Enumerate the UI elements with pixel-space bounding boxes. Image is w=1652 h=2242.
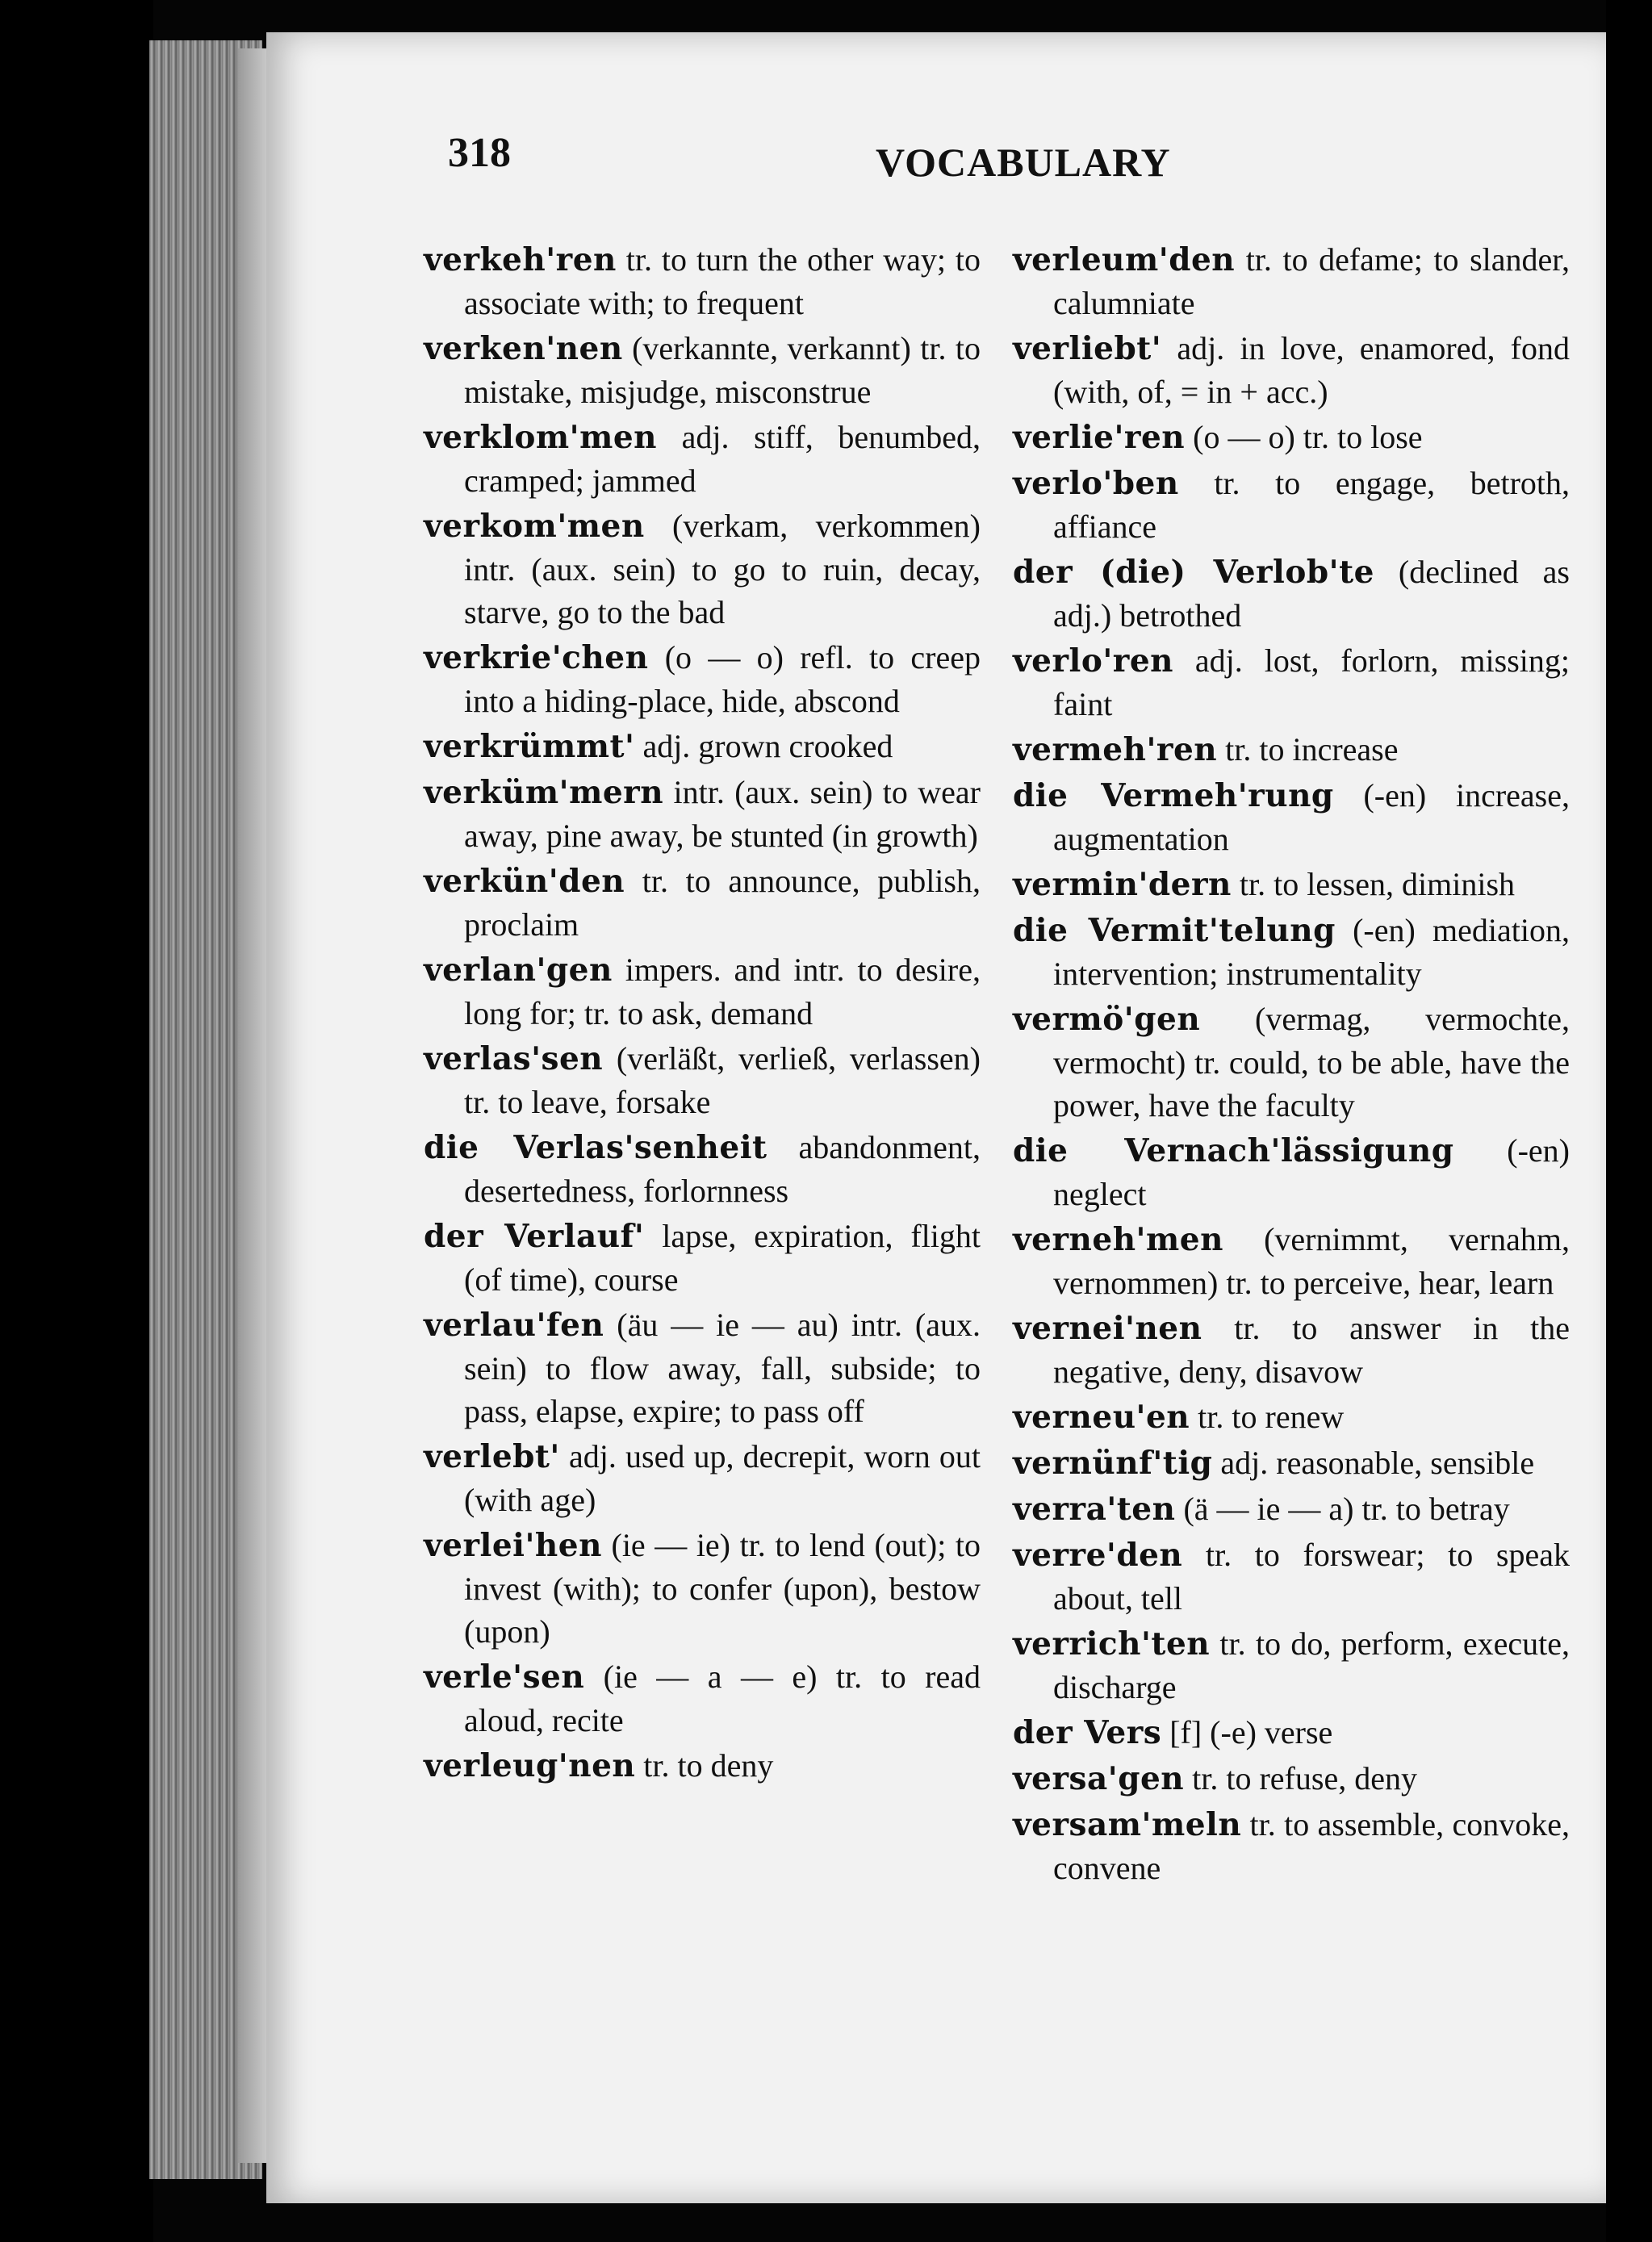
- dictionary-entry: [1013, 774, 1570, 860]
- entry-headword: verlie'ren: [1013, 419, 1186, 456]
- entry-definition: (ie — ie) tr. to lend (out); to invest (with); to confer (upon), bestow (upon): [464, 1527, 981, 1650]
- entry-definition: adj. stiff, benumbed, cramped; jammed: [464, 419, 981, 499]
- entry-headword: verlas'sen: [424, 1040, 604, 1077]
- dictionary-entry: [424, 1524, 981, 1653]
- page-header: [448, 129, 1171, 194]
- entry-definition: tr. to increase: [1217, 731, 1399, 768]
- entry-headword: verkrie'chen: [424, 639, 649, 676]
- dictionary-entry: [1013, 863, 1570, 906]
- dictionary-entry: [1013, 1487, 1570, 1531]
- dictionary-entry: [424, 1744, 981, 1788]
- dictionary-entry: [424, 771, 981, 857]
- entry-definition: adj. lost, forlorn, missing; faint: [1053, 642, 1570, 722]
- entry-definition: (ä — ie — a) tr. to betray: [1175, 1491, 1510, 1527]
- dictionary-entry: [424, 504, 981, 634]
- dictionary-entry: [424, 1303, 981, 1433]
- entry-definition: (verkam, verkommen) intr. (aux. sein) to go to ruin, decay, starve, go to the bad: [464, 508, 981, 630]
- entry-headword: verlan'gen: [424, 952, 613, 989]
- entry-headword: verrich'ten: [1013, 1625, 1211, 1663]
- entry-definition: [f] (-e) verse: [1161, 1714, 1333, 1751]
- entry-headword: verliebt': [1013, 330, 1162, 367]
- entry-definition: tr. to do, perform, execute, discharge: [1053, 1625, 1570, 1705]
- entry-definition: (-en) mediation, intervention; instrumentality: [1053, 912, 1570, 992]
- dictionary-entry: [1013, 238, 1570, 324]
- entry-definition: (äu — ie — au) intr. (aux. sein) to flow away, fall, subside; to pass, elapse, expire; to pass off: [464, 1307, 981, 1429]
- entry-definition: tr. to forswear; to speak about, tell: [1053, 1537, 1570, 1617]
- entry-headword: verleug'nen: [424, 1747, 636, 1784]
- entry-headword: verlebt': [424, 1438, 560, 1475]
- dictionary-entry: [424, 725, 981, 768]
- dictionary-entry: [424, 1435, 981, 1521]
- entry-headword: vermeh'ren: [1013, 731, 1218, 768]
- left-column: [424, 238, 981, 1790]
- entry-definition: tr. to assemble, convoke, convene: [1053, 1806, 1570, 1886]
- entry-headword: vernei'nen: [1013, 1310, 1202, 1347]
- dictionary-entry: [1013, 1711, 1570, 1755]
- entry-headword: verra'ten: [1013, 1491, 1176, 1528]
- page-number: 318: [448, 130, 511, 176]
- dictionary-entry: [1013, 1533, 1570, 1620]
- entry-headword: verlau'fen: [424, 1307, 604, 1344]
- dictionary-entry: [1013, 1622, 1570, 1709]
- dictionary-entry: [1013, 1129, 1570, 1215]
- entry-definition: (verläßt, verließ, verlassen) tr. to leave, forsake: [464, 1040, 981, 1120]
- entry-definition: tr. to answer in the negative, deny, disavow: [1053, 1310, 1570, 1390]
- dictionary-entry: [1013, 327, 1570, 413]
- entry-definition: tr. to lessen, diminish: [1231, 866, 1516, 902]
- dictionary-entry: [1013, 1441, 1570, 1485]
- entry-definition: (o — o) refl. to creep into a hiding-place, hide, abscond: [464, 639, 981, 719]
- dictionary-entry: [424, 327, 981, 413]
- entry-headword: verneu'en: [1013, 1399, 1190, 1436]
- dictionary-entry: [1013, 1395, 1570, 1439]
- entry-headword: der (die) Verlob'te: [1013, 554, 1374, 591]
- entry-headword: verkün'den: [424, 863, 625, 900]
- entry-headword: versa'gen: [1013, 1760, 1185, 1797]
- entry-headword: die Verlas'senheit: [424, 1129, 767, 1166]
- entry-definition: adj. used up, decrepit, worn out (with age): [464, 1438, 981, 1518]
- dictionary-entry: [424, 948, 981, 1035]
- entry-definition: adj. grown crooked: [634, 728, 893, 764]
- entry-definition: (declined as adj.) betrothed: [1053, 554, 1570, 634]
- dictionary-entry: [1013, 728, 1570, 772]
- dictionary-entry: [1013, 1218, 1570, 1304]
- entry-headword: vernünf'tig: [1013, 1445, 1213, 1482]
- entry-headword: verleum'den: [1013, 241, 1236, 278]
- entry-definition: lapse, expiration, flight (of time), course: [464, 1218, 981, 1298]
- entry-headword: die Vernach'lässigung: [1013, 1132, 1454, 1169]
- dictionary-entry: [424, 1215, 981, 1301]
- dictionary-entry: [424, 1126, 981, 1212]
- dictionary-entry: [1013, 639, 1570, 726]
- entry-definition: intr. (aux. sein) to wear away, pine away, be stunted (in growth): [464, 774, 981, 854]
- entry-definition: adj. reasonable, sensible: [1212, 1445, 1535, 1481]
- entry-headword: die Vermit'telung: [1013, 912, 1336, 949]
- entry-definition: (verkannte, verkannt) tr. to mistake, misjudge, misconstrue: [464, 330, 981, 410]
- entry-definition: (-en) neglect: [1053, 1132, 1570, 1212]
- dictionary-entry: [1013, 1757, 1570, 1801]
- entry-headword: verre'den: [1013, 1537, 1183, 1574]
- dictionary-entry: [1013, 909, 1570, 995]
- entry-headword: vermin'dern: [1013, 866, 1232, 903]
- entry-definition: tr. to refuse, deny: [1184, 1760, 1417, 1797]
- running-title: VOCABULARY: [876, 140, 1171, 185]
- entry-definition: tr. to announce, publish, proclaim: [464, 863, 981, 943]
- dictionary-entry: [424, 1037, 981, 1123]
- dictionary-entry: [424, 860, 981, 946]
- entry-definition: abandonment, desertedness, forlornness: [464, 1129, 981, 1209]
- entry-headword: versam'meln: [1013, 1806, 1242, 1843]
- dictionary-entry: [1013, 416, 1570, 459]
- book-edge-right: [1606, 0, 1652, 2242]
- entry-definition: (-en) increase, augmentation: [1053, 777, 1570, 857]
- dictionary-entry: [424, 1655, 981, 1742]
- entry-definition: tr. to deny: [635, 1747, 774, 1784]
- entry-headword: verkeh'ren: [424, 241, 617, 278]
- dictionary-entry: [424, 238, 981, 324]
- entry-headword: verlei'hen: [424, 1527, 602, 1564]
- entry-headword: der Verlauf': [424, 1218, 645, 1255]
- dictionary-entry: [1013, 550, 1570, 637]
- entry-headword: verklom'men: [424, 419, 658, 456]
- dictionary-entry: [1013, 1803, 1570, 1889]
- entry-definition: tr. to renew: [1190, 1399, 1345, 1435]
- entry-definition: tr. to engage, betroth, affiance: [1053, 465, 1570, 545]
- dictionary-entry: [1013, 998, 1570, 1127]
- dictionary-entry: [424, 416, 981, 502]
- entry-definition: tr. to defame; to slander, calumniate: [1053, 241, 1570, 321]
- entry-headword: verken'nen: [424, 330, 623, 367]
- entry-definition: impers. and intr. to desire, long for; tr. to ask, demand: [464, 952, 981, 1031]
- dictionary-entry: [1013, 462, 1570, 548]
- dictionary-entry: [1013, 1307, 1570, 1393]
- entry-definition: (vermag, vermochte, vermocht) tr. could, to be able, have the power, have the faculty: [1053, 1001, 1570, 1123]
- entry-headword: verlo'ren: [1013, 642, 1174, 680]
- entry-definition: (o — o) tr. to lose: [1185, 419, 1423, 455]
- entry-headword: die Vermeh'rung: [1013, 777, 1334, 814]
- entry-headword: verlo'ben: [1013, 465, 1179, 502]
- entry-headword: verneh'men: [1013, 1221, 1223, 1258]
- entry-definition: (vernimmt, vernahm, vernommen) tr. to perceive, hear, learn: [1053, 1221, 1570, 1301]
- right-column: [1013, 238, 1570, 1892]
- entry-headword: vermö'gen: [1013, 1001, 1201, 1038]
- entry-headword: verkom'men: [424, 508, 645, 545]
- entry-headword: verküm'mern: [424, 774, 664, 811]
- entry-definition: (ie — a — e) tr. to read aloud, recite: [464, 1658, 981, 1738]
- entry-definition: tr. to turn the other way; to associate with; to frequent: [464, 241, 981, 321]
- book-edge-left: [0, 0, 153, 2242]
- entry-headword: verkrümmt': [424, 728, 635, 765]
- dictionary-entry: [424, 636, 981, 722]
- entry-headword: verle'sen: [424, 1658, 585, 1696]
- entry-headword: der Vers: [1013, 1714, 1162, 1751]
- entry-definition: adj. in love, enamored, fond (with, of, = in + acc.): [1053, 330, 1570, 410]
